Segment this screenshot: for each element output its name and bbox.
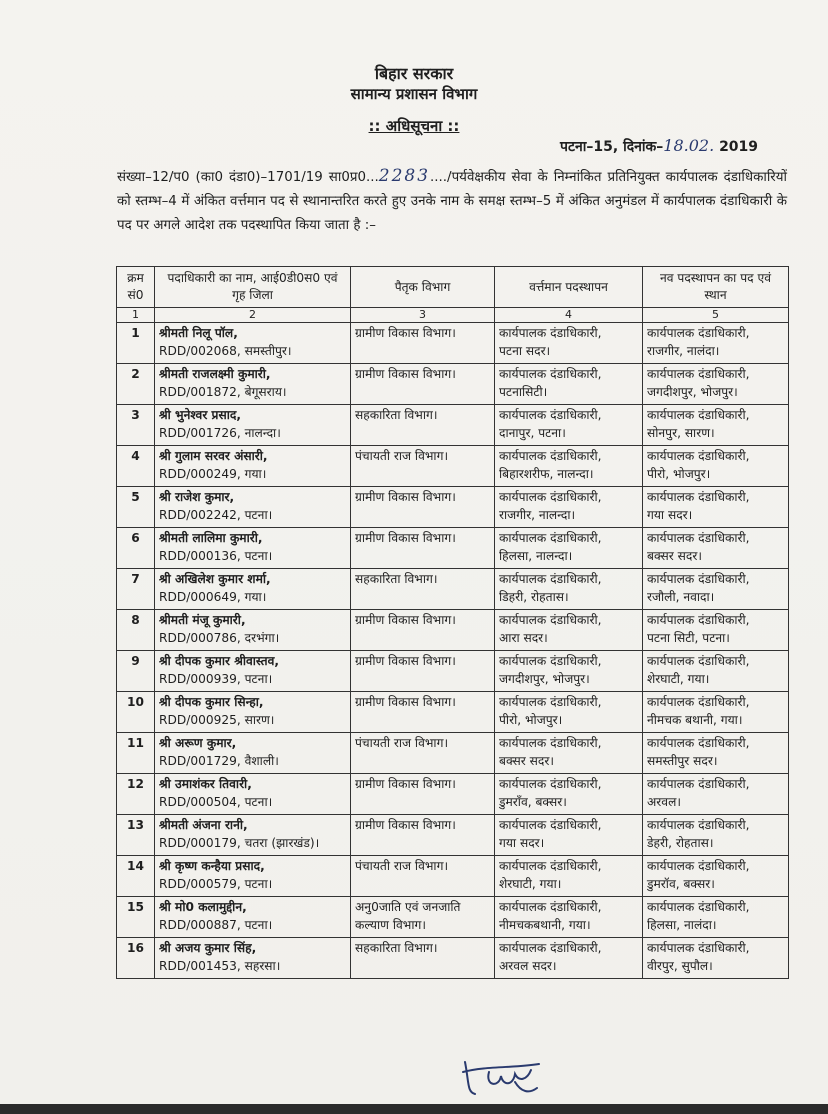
- current-posting: [495, 323, 643, 364]
- officer-id: RDD/000939, पटना।: [159, 672, 273, 686]
- serial-number: 5: [117, 487, 155, 528]
- new-place: अरवल।: [647, 795, 681, 809]
- officer-cell: [155, 774, 351, 815]
- officer-id: RDD/000925, सारण।: [159, 713, 275, 727]
- parent-dept: [351, 323, 495, 364]
- current-posting: [495, 446, 643, 487]
- header-current-posting: वर्त्तमान पदस्थापन: [495, 267, 643, 308]
- officer-cell: [155, 528, 351, 569]
- current-posting: [495, 528, 643, 569]
- parent-dept: [351, 651, 495, 692]
- handwritten-memo-number: 2283: [378, 166, 431, 186]
- new-posting: [643, 610, 789, 651]
- officer-name: श्री उमाशंकर तिवारी,: [159, 777, 252, 791]
- current-place: जगदीशपुर, भोजपुर।: [499, 672, 590, 686]
- current-place: हिलसा, नालन्दा।: [499, 549, 573, 563]
- parent-dept: [351, 774, 495, 815]
- current-place: दानापुर, पटना।: [499, 426, 566, 440]
- current-posting: [495, 774, 643, 815]
- new-place: राजगीर, नालंदा।: [647, 344, 720, 358]
- parent-dept: [351, 405, 495, 446]
- new-place: नीमचक बथानी, गया।: [647, 713, 743, 727]
- officer-name: श्री मो0 कलामुद्दीन,: [159, 900, 247, 914]
- officer-id: RDD/000179, चतरा (झारखंड)।: [159, 836, 320, 850]
- officer-name: श्री दीपक कुमार श्रीवास्तव,: [159, 654, 280, 668]
- officer-cell: [155, 364, 351, 405]
- government-name: बिहार सरकार: [374, 64, 454, 83]
- current-post: कार्यपालक दंडाधिकारी,: [499, 941, 602, 955]
- officer-cell: [155, 733, 351, 774]
- parent-dept-text: पंचायती राज विभाग।: [355, 449, 449, 463]
- new-posting: [643, 774, 789, 815]
- serial-number: 3: [117, 405, 155, 446]
- officer-cell: [155, 446, 351, 487]
- current-place: नीमचकबथानी, गया।: [499, 918, 591, 932]
- date-year: 2019: [719, 139, 759, 155]
- header-new-posting: नव पदस्थापन का पद एवं स्थान: [643, 267, 789, 308]
- officer-name: श्री अरूण कुमार,: [159, 736, 237, 750]
- officer-id: RDD/002068, समस्तीपुर।: [159, 344, 292, 358]
- new-posting: [643, 856, 789, 897]
- column-number: 2: [155, 308, 351, 323]
- department-name: सामान्य प्रशासन विभाग: [350, 85, 478, 103]
- current-post: कार्यपालक दंडाधिकारी,: [499, 818, 602, 832]
- parent-dept-text: ग्रामीण विकास विभाग।: [355, 777, 456, 791]
- new-posting: [643, 323, 789, 364]
- officer-cell: [155, 856, 351, 897]
- table-row: [117, 938, 789, 979]
- column-number: 3: [351, 308, 495, 323]
- new-post: कार्यपालक दंडाधिकारी,: [647, 490, 750, 504]
- new-post: कार्यपालक दंडाधिकारी,: [647, 408, 750, 422]
- current-posting: [495, 610, 643, 651]
- column-number: 5: [643, 308, 789, 323]
- new-post: कार्यपालक दंडाधिकारी,: [647, 736, 750, 750]
- column-number-row: [117, 308, 789, 323]
- current-posting: [495, 692, 643, 733]
- officer-cell: [155, 569, 351, 610]
- notification-text: ..../पर्यवेक्षकीय सेवा के निम्नांकित प्रतिनियुक्त कार्यपालक दंडाधिकारियों को स्तम्भ–4 में अंकित वर्त्तमान पद से स्थानान्तरित करते हुए उनके नाम के समक्ष स्तम्भ–5 में अंकित अनुमंडल में कार्यपालक दंडाधिकारी के पद पर अगले आदेश तक पदस्थापित किया जाता है :–: [117, 170, 787, 233]
- current-post: कार्यपालक दंडाधिकारी,: [499, 654, 602, 668]
- parent-dept-text: ग्रामीण विकास विभाग।: [355, 654, 456, 668]
- parent-dept: [351, 692, 495, 733]
- parent-dept: [351, 569, 495, 610]
- table-row: [117, 897, 789, 938]
- officer-id: RDD/002242, पटना।: [159, 508, 273, 522]
- date-prefix: पटना–15, दिनांक–: [560, 139, 664, 155]
- new-post: कार्यपालक दंडाधिकारी,: [647, 859, 750, 873]
- current-posting: [495, 733, 643, 774]
- current-place: पटनासिटी।: [499, 385, 548, 399]
- current-place: डिहरी, रोहतास।: [499, 590, 569, 604]
- officer-cell: [155, 815, 351, 856]
- parent-dept: [351, 528, 495, 569]
- new-posting: [643, 815, 789, 856]
- new-post: कार्यपालक दंडाधिकारी,: [647, 818, 750, 832]
- new-place: डुमरॉव, बक्सर।: [647, 877, 715, 891]
- current-place: बिहारशरीफ, नालन्दा।: [499, 467, 594, 481]
- serial-number: 2: [117, 364, 155, 405]
- current-post: कार्यपालक दंडाधिकारी,: [499, 777, 602, 791]
- new-post: कार्यपालक दंडाधिकारी,: [647, 572, 750, 586]
- current-posting: [495, 651, 643, 692]
- new-post: कार्यपालक दंडाधिकारी,: [647, 695, 750, 709]
- table-row: [117, 692, 789, 733]
- officer-name: श्री कृष्ण कन्हैया प्रसाद,: [159, 859, 265, 873]
- new-posting: [643, 733, 789, 774]
- serial-number: 1: [117, 323, 155, 364]
- new-place: जगदीशपुर, भोजपुर।: [647, 385, 738, 399]
- parent-dept-text: ग्रामीण विकास विभाग।: [355, 818, 456, 832]
- memo-number: संख्या–12/प0 (का0 दंडा0)–1701/19 सा0प्र0...: [117, 170, 379, 185]
- serial-number: 12: [117, 774, 155, 815]
- current-post: कार्यपालक दंडाधिकारी,: [499, 900, 602, 914]
- table-row: [117, 487, 789, 528]
- new-posting: [643, 364, 789, 405]
- new-place: सोनपुर, सारण।: [647, 426, 715, 440]
- serial-number: 15: [117, 897, 155, 938]
- current-place: शेरघाटी, गया।: [499, 877, 562, 891]
- serial-number: 8: [117, 610, 155, 651]
- current-post: कार्यपालक दंडाधिकारी,: [499, 408, 602, 422]
- new-place: डेहरी, रोहतास।: [647, 836, 714, 850]
- officer-name: श्रीमती मंजू कुमारी,: [159, 613, 246, 627]
- current-post: कार्यपालक दंडाधिकारी,: [499, 695, 602, 709]
- table-header-row: [117, 267, 789, 308]
- header-serial: क्रम सं0: [117, 267, 155, 308]
- page-bottom-edge: [0, 1104, 828, 1114]
- parent-dept: [351, 897, 495, 938]
- parent-dept: [351, 446, 495, 487]
- new-posting: [643, 528, 789, 569]
- table-row: [117, 569, 789, 610]
- current-post: कार्यपालक दंडाधिकारी,: [499, 490, 602, 504]
- handwritten-date: 18.02.: [663, 136, 715, 155]
- parent-dept: [351, 364, 495, 405]
- current-posting: [495, 897, 643, 938]
- new-posting: [643, 446, 789, 487]
- officer-name: श्रीमती अंजना रानी,: [159, 818, 248, 832]
- officer-cell: [155, 487, 351, 528]
- current-place: राजगीर, नालन्दा।: [499, 508, 576, 522]
- officer-name: श्री दीपक कुमार सिन्हा,: [159, 695, 264, 709]
- parent-dept-text: पंचायती राज विभाग।: [355, 859, 449, 873]
- notification-body: [117, 164, 787, 238]
- parent-dept-text: ग्रामीण विकास विभाग।: [355, 490, 456, 504]
- current-post: कार्यपालक दंडाधिकारी,: [499, 613, 602, 627]
- serial-number: 14: [117, 856, 155, 897]
- table-row: [117, 364, 789, 405]
- officer-cell: [155, 323, 351, 364]
- officer-id: RDD/000649, गया।: [159, 590, 267, 604]
- new-place: समस्तीपुर सदर।: [647, 754, 718, 768]
- officer-id: RDD/000887, पटना।: [159, 918, 273, 932]
- current-post: कार्यपालक दंडाधिकारी,: [499, 572, 602, 586]
- new-post: कार्यपालक दंडाधिकारी,: [647, 941, 750, 955]
- officer-name: श्रीमती राजलक्ष्मी कुमारी,: [159, 367, 271, 381]
- officer-cell: [155, 692, 351, 733]
- parent-dept-text: ग्रामीण विकास विभाग।: [355, 613, 456, 627]
- officer-cell: [155, 651, 351, 692]
- current-posting: [495, 569, 643, 610]
- officer-id: RDD/001729, वैशाली।: [159, 754, 279, 768]
- table-row: [117, 405, 789, 446]
- notification-title: :: अधिसूचना ::: [368, 117, 460, 135]
- new-post: कार्यपालक दंडाधिकारी,: [647, 326, 750, 340]
- parent-dept: [351, 938, 495, 979]
- officer-id: RDD/000136, पटना।: [159, 549, 273, 563]
- current-posting: [495, 856, 643, 897]
- parent-dept-text: सहकारिता विभाग।: [355, 941, 438, 955]
- officer-name: श्रीमती निलू पॉल,: [159, 326, 238, 340]
- officer-id: RDD/001453, सहरसा।: [159, 959, 281, 973]
- new-place: हिलसा, नालंदा।: [647, 918, 717, 932]
- new-posting: [643, 405, 789, 446]
- current-place: डुमराँव, बक्सर।: [499, 795, 567, 809]
- current-post: कार्यपालक दंडाधिकारी,: [499, 449, 602, 463]
- current-place: अरवल सदर।: [499, 959, 557, 973]
- new-posting: [643, 692, 789, 733]
- table-row: [117, 651, 789, 692]
- new-place: शेरघाटी, गया।: [647, 672, 710, 686]
- new-posting: [643, 651, 789, 692]
- officer-id: RDD/001726, नालन्दा।: [159, 426, 281, 440]
- table-row: [117, 446, 789, 487]
- current-place: बक्सर सदर।: [499, 754, 554, 768]
- new-posting: [643, 569, 789, 610]
- officer-cell: [155, 897, 351, 938]
- current-post: कार्यपालक दंडाधिकारी,: [499, 367, 602, 381]
- new-place: रजौली, नवादा।: [647, 590, 715, 604]
- parent-dept-text: पंचायती राज विभाग।: [355, 736, 449, 750]
- current-posting: [495, 815, 643, 856]
- new-post: कार्यपालक दंडाधिकारी,: [647, 449, 750, 463]
- serial-number: 9: [117, 651, 155, 692]
- serial-number: 13: [117, 815, 155, 856]
- serial-number: 7: [117, 569, 155, 610]
- serial-number: 4: [117, 446, 155, 487]
- table-row: [117, 856, 789, 897]
- current-place: गया सदर।: [499, 836, 545, 850]
- table-row: [117, 323, 789, 364]
- new-posting: [643, 897, 789, 938]
- serial-number: 16: [117, 938, 155, 979]
- parent-dept: [351, 856, 495, 897]
- parent-dept-text: ग्रामीण विकास विभाग।: [355, 367, 456, 381]
- new-post: कार्यपालक दंडाधिकारी,: [647, 367, 750, 381]
- table-row: [117, 733, 789, 774]
- posting-table: [116, 266, 789, 979]
- table-row: [117, 774, 789, 815]
- current-posting: [495, 364, 643, 405]
- parent-dept-text: सहकारिता विभाग।: [355, 408, 438, 422]
- new-post: कार्यपालक दंडाधिकारी,: [647, 654, 750, 668]
- serial-number: 6: [117, 528, 155, 569]
- parent-dept-text: ग्रामीण विकास विभाग।: [355, 531, 456, 545]
- parent-dept-text: ग्रामीण विकास विभाग।: [355, 326, 456, 340]
- table-row: [117, 815, 789, 856]
- new-posting: [643, 938, 789, 979]
- current-place: पीरो, भोजपुर।: [499, 713, 563, 727]
- column-number: 4: [495, 308, 643, 323]
- new-post: कार्यपालक दंडाधिकारी,: [647, 613, 750, 627]
- current-post: कार्यपालक दंडाधिकारी,: [499, 326, 602, 340]
- new-post: कार्यपालक दंडाधिकारी,: [647, 900, 750, 914]
- new-post: कार्यपालक दंडाधिकारी,: [647, 531, 750, 545]
- table-row: [117, 528, 789, 569]
- officer-name: श्री भुनेश्वर प्रसाद,: [159, 408, 241, 422]
- current-posting: [495, 487, 643, 528]
- parent-dept-text: सहकारिता विभाग।: [355, 572, 438, 586]
- parent-dept-text: अनु0जाति एवं जनजाति कल्याण विभाग।: [355, 900, 461, 932]
- new-place: गया सदर।: [647, 508, 693, 522]
- current-post: कार्यपालक दंडाधिकारी,: [499, 531, 602, 545]
- header-parent-dept: पैतृक विभाग: [351, 267, 495, 308]
- new-posting: [643, 487, 789, 528]
- officer-id: RDD/000504, पटना।: [159, 795, 273, 809]
- officer-cell: [155, 610, 351, 651]
- serial-number: 10: [117, 692, 155, 733]
- current-posting: [495, 405, 643, 446]
- new-place: पटना सिटी, पटना।: [647, 631, 730, 645]
- officer-cell: [155, 405, 351, 446]
- officer-name: श्री राजेश कुमार,: [159, 490, 235, 504]
- column-number: 1: [117, 308, 155, 323]
- date-line: [560, 136, 758, 156]
- parent-dept: [351, 733, 495, 774]
- parent-dept: [351, 487, 495, 528]
- current-post: कार्यपालक दंडाधिकारी,: [499, 859, 602, 873]
- new-place: पीरो, भोजपुर।: [647, 467, 711, 481]
- header-officer: पदाधिकारी का नाम, आई0डी0स0 एवं गृह जिला: [155, 267, 351, 308]
- officer-id: RDD/000786, दरभंगा।: [159, 631, 280, 645]
- officer-cell: [155, 938, 351, 979]
- officer-name: श्री गुलाम सरवर अंसारी,: [159, 449, 268, 463]
- parent-dept: [351, 815, 495, 856]
- new-place: बक्सर सदर।: [647, 549, 702, 563]
- new-post: कार्यपालक दंडाधिकारी,: [647, 777, 750, 791]
- parent-dept: [351, 610, 495, 651]
- officer-name: श्री अखिलेश कुमार शर्मा,: [159, 572, 271, 586]
- new-place: वीरपुर, सुपौल।: [647, 959, 713, 973]
- current-post: कार्यपालक दंडाधिकारी,: [499, 736, 602, 750]
- current-place: पटना सदर।: [499, 344, 551, 358]
- parent-dept-text: ग्रामीण विकास विभाग।: [355, 695, 456, 709]
- current-place: आरा सदर।: [499, 631, 548, 645]
- officer-id: RDD/000579, पटना।: [159, 877, 273, 891]
- serial-number: 11: [117, 733, 155, 774]
- officer-id: RDD/001872, बेगूसराय।: [159, 385, 287, 399]
- table-row: [117, 610, 789, 651]
- officer-name: श्रीमती लालिमा कुमारी,: [159, 531, 263, 545]
- officer-id: RDD/000249, गया।: [159, 467, 267, 481]
- current-posting: [495, 938, 643, 979]
- signature: [455, 1052, 545, 1100]
- officer-name: श्री अजय कुमार सिंह,: [159, 941, 257, 955]
